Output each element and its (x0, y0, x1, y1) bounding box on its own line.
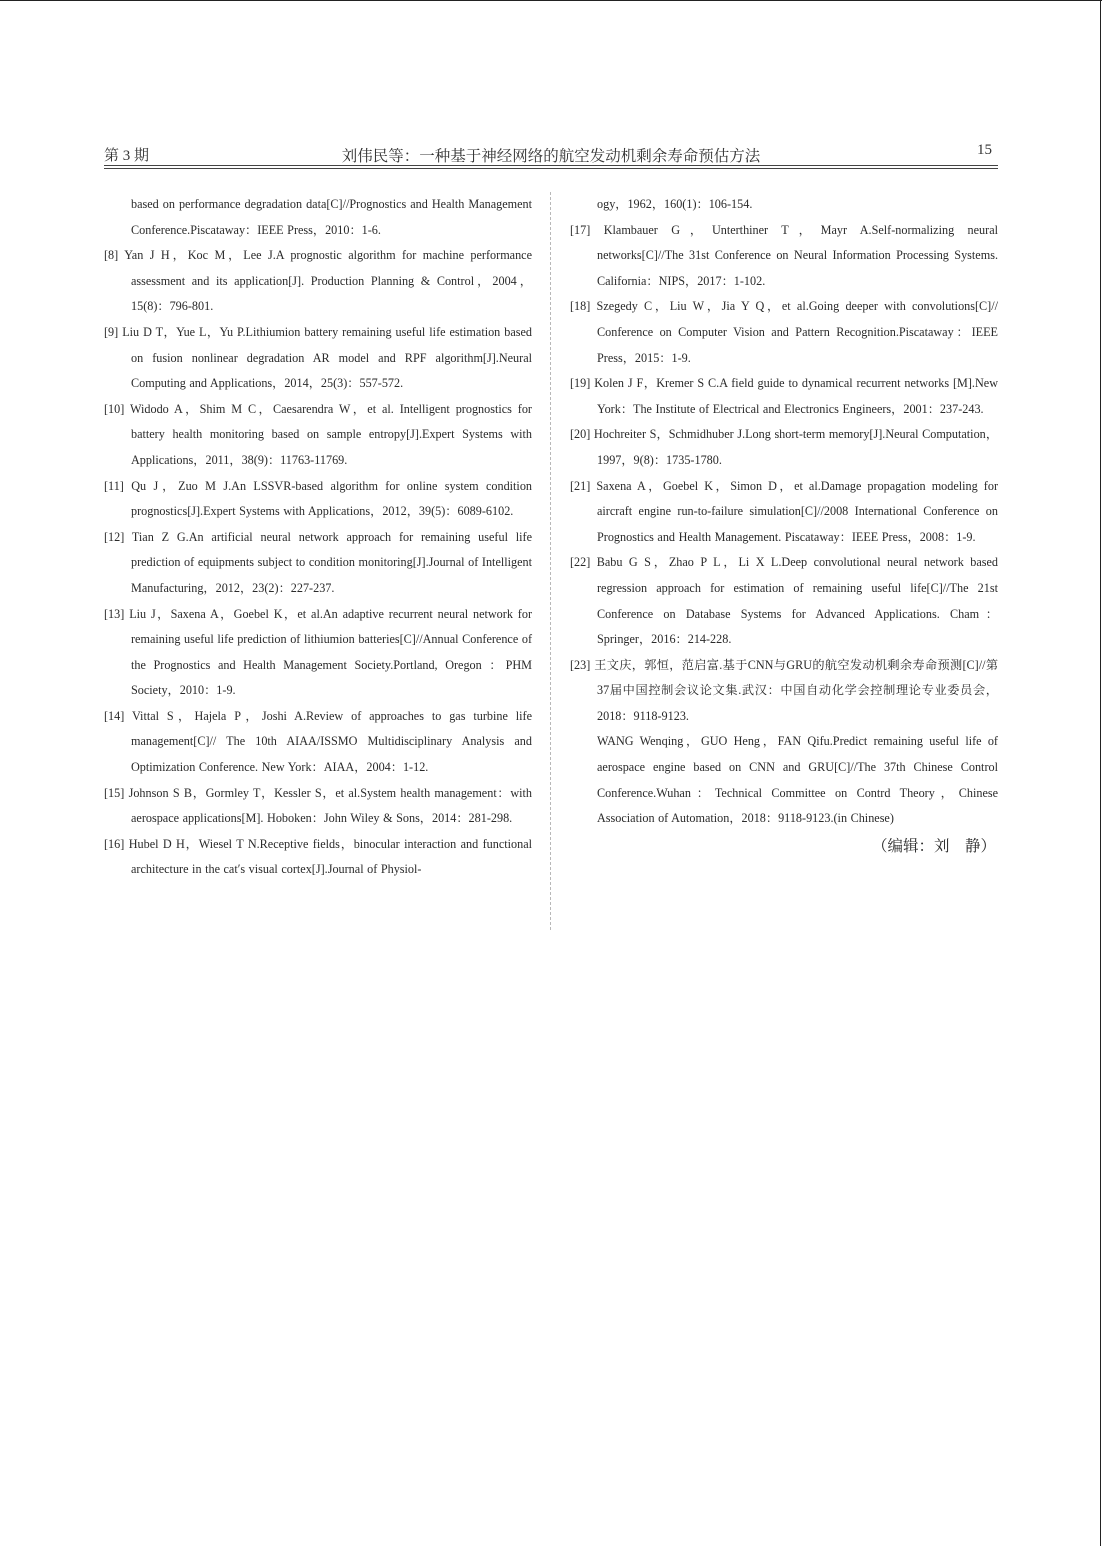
reference-item: [14] Vittal S，Hajela P，Joshi A.Review of approaches to gas turbine life management[C]// The 10th AIAA/ISSMO Multidisciplinary Analysis and Optimization Conference. New York：AIAA，2004：1-12. (104, 708, 532, 775)
issue-number: 第 3 期 (104, 148, 150, 164)
reference-item: [13] Liu J，Saxena A，Goebel K，et al.An adaptive recurrent neural network for remaining useful life prediction of lithiumion batteries[C]//Annual Conference of the Prognostics and Health Management Society.Portland, Oregon ：PHM Society，2010：1-9. (104, 606, 533, 698)
page-number: 15 (977, 142, 992, 158)
reference-item-translation: WANG Wenqing，GUO Heng，FAN Qifu.Predict remaining useful life of aerospace engine based on CNN and GRU[C]//The 37th Chinese Control Conference.Wuhan：Technical Committee on Contrd Theory，Chinese Association of Automation，2018：9118-9123.(in Chinese) (597, 734, 998, 826)
reference-item: [8] Yan J H，Koc M，Lee J.A prognostic algorithm for machine performance assessment and its application[J]. Production Planning & Control，2004，15(8)：796-801. (104, 248, 532, 314)
references-right-column (570, 192, 998, 862)
reference-item: [17] Klambauer G，Unterthiner T，Mayr A.Self-normalizing neural networks[C]//The 31st Conference on Neural Information Processing Systems. California：NIPS，2017：1-102. (570, 222, 999, 288)
reference-item: [11] Qu J，Zuo M J.An LSSVR-based algorithm for online system condition prognostics[J].Expert Systems with Applications，2012，39(5)：6089-6102. (104, 478, 533, 519)
header-rule-top (104, 165, 998, 166)
reference-item: [21] Saxena A，Goebel K，Simon D，et al.Damage propagation modeling for aircraft engine run-to-failure simulation[C]//2008 International Conference on Prognostics and Health Management. Piscataway：IEEE Press，2008：1-9. (570, 478, 999, 544)
reference-item: [15] Johnson S B，Gormley T，Kessler S，et al.System health management：with aerospace applications[M]. Hoboken：John Wiley & Sons，2014：281-298. (104, 785, 533, 826)
reference-item: [16] Hubel D H，Wiesel T N.Receptive fields，binocular interaction and functional architecture in the cat′s visual cortex[J].Journal of Physiol- (104, 836, 532, 877)
reference-item: [23] 王文庆，郭恒，范启富.基于CNN与GRU的航空发动机剩余寿命预测[C]//第37届中国控制会议论文集.武汉：中国自动化学会控制理论专业委员会，2018：9118-9123. (570, 657, 999, 723)
page-top-border (0, 0, 1102, 1)
reference-item: [18] Szegedy C，Liu W，Jia Y Q，et al.Going deeper with convolutions[C]// Conference on Computer Vision and Pattern Recognition.Piscataway：IEEE Press，2015：1-9. (570, 299, 999, 365)
reference-item: [22] Babu G S，Zhao P L，Li X L.Deep convolutional neural network based regression approach for estimation of remaining useful life[C]//The 21st Conference on Database Systems for Advanced Applications. Cham：Springer，2016：214-228. (570, 555, 998, 647)
running-header (104, 140, 998, 164)
reference-item: [12] Tian Z G.An artificial neural network approach for remaining useful life prediction of equipments subject to condition monitoring[J].Journal of Intelligent Manufacturing，2012，23(2)：227-237. (104, 529, 532, 595)
page-right-border (1100, 0, 1101, 1546)
editor-credit: （编辑：刘 静） (871, 837, 996, 855)
references-left-column (104, 192, 532, 883)
column-divider (550, 192, 551, 930)
reference-item: [9] Liu D T，Yue L，Yu P.Lithiumion battery remaining useful life estimation based on fusion nonlinear degradation AR model and RPF algorithm[J].Neural Computing and Applications，2014，25(3)：557-572. (104, 324, 532, 391)
reference-item: [10] Widodo A，Shim M C，Caesarendra W，et al. Intelligent prognostics for battery health monitoring based on sample entropy[J].Expert Systems with Applications，2011，38(9)：11763-11769. (104, 401, 532, 467)
running-title: 刘伟民等：一种基于神经网络的航空发动机剩余寿命预估方法 (341, 148, 761, 165)
reference-item: [20] Hochreiter S，Schmidhuber J.Long short-term memory[J].Neural Computation，1997，9(8)：1735-1780. (570, 427, 999, 467)
header-rule-bottom (104, 168, 998, 169)
reference-item: ogy，1962，160(1)：106-154. (597, 197, 753, 211)
reference-item: [19] Kolen J F，Kremer S C.A field guide to dynamical recurrent networks [M].New York：The Institute of Electrical and Electronics Engineers，2001：237-243. (570, 376, 998, 416)
reference-item: based on performance degradation data[C]//Prognostics and Health Management Conference.Piscataway：IEEE Press，2010：1-6. (131, 197, 532, 237)
